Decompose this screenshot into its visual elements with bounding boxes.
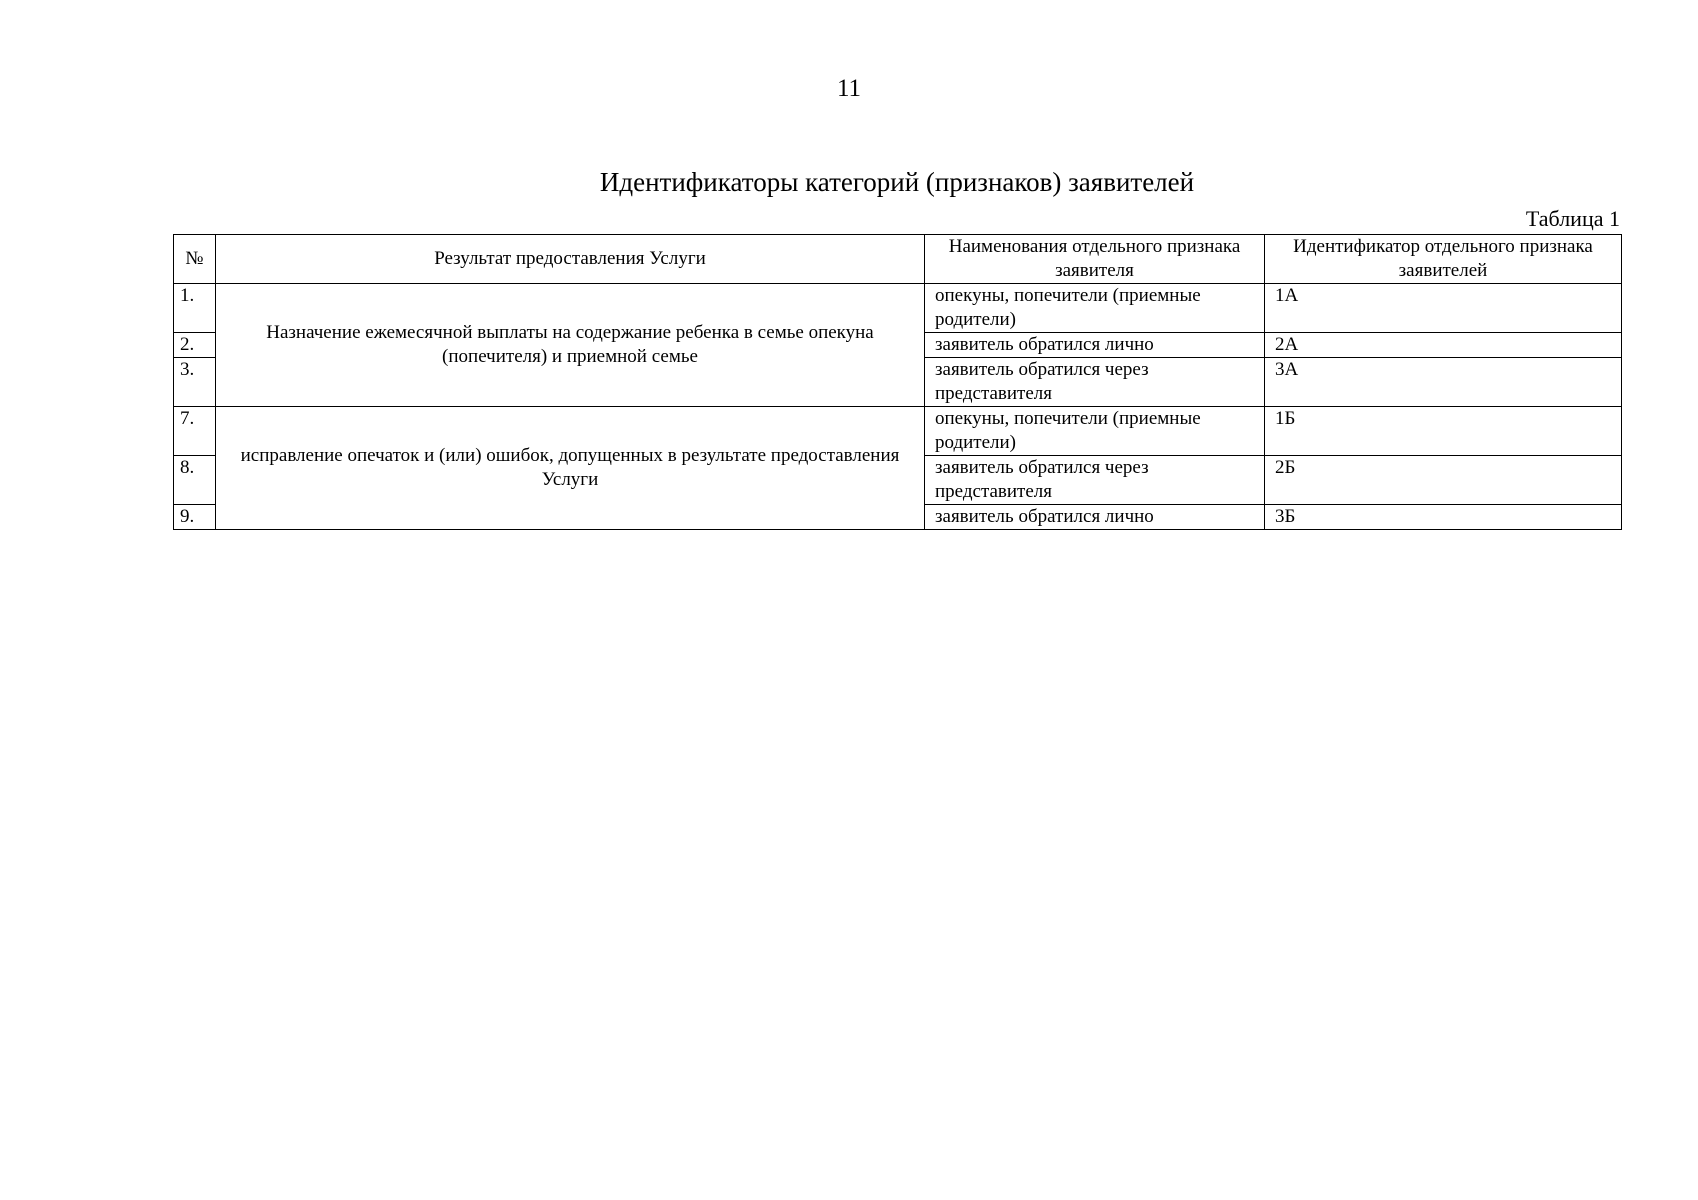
table-row <box>174 407 1622 456</box>
result-cell: исправление опечаток и (или) ошибок, допущенных в результате предоставления Услуги <box>216 407 925 530</box>
document-title: Идентификаторы категорий (признаков) заявителей <box>599 167 1195 197</box>
header-result: Результат предоставления Услуги <box>216 235 925 284</box>
row-num: 2. <box>174 333 216 358</box>
feature-cell: опекуны, попечители (приемные родители) <box>925 284 1265 333</box>
result-cell: Назначение ежемесячной выплаты на содержание ребенка в семье опекуна (попечителя) и приемной семье <box>216 284 925 407</box>
id-cell: 3Б <box>1265 505 1622 530</box>
row-num: 8. <box>174 456 216 505</box>
id-cell: 2Б <box>1265 456 1622 505</box>
page-number: 11 <box>836 75 862 102</box>
table-label: Таблица 1 <box>1525 206 1620 231</box>
feature-cell: заявитель обратился лично <box>925 505 1265 530</box>
row-num: 3. <box>174 358 216 407</box>
row-num: 1. <box>174 284 216 333</box>
header-num: № <box>174 235 216 284</box>
feature-cell: опекуны, попечители (приемные родители) <box>925 407 1265 456</box>
header-feature-id: Идентификатор отдельного признака заявителей <box>1265 235 1622 284</box>
feature-cell: заявитель обратился через представителя <box>925 358 1265 407</box>
id-cell: 3А <box>1265 358 1622 407</box>
header-feature-name: Наименования отдельного признака заявителя <box>925 235 1265 284</box>
applicant-categories-table <box>173 234 1622 530</box>
id-cell: 1А <box>1265 284 1622 333</box>
feature-cell: заявитель обратился через представителя <box>925 456 1265 505</box>
id-cell: 1Б <box>1265 407 1622 456</box>
table-header-row <box>174 235 1622 284</box>
id-cell: 2А <box>1265 333 1622 358</box>
row-num: 7. <box>174 407 216 456</box>
feature-cell: заявитель обратился лично <box>925 333 1265 358</box>
row-num: 9. <box>174 505 216 530</box>
table-row <box>174 284 1622 333</box>
